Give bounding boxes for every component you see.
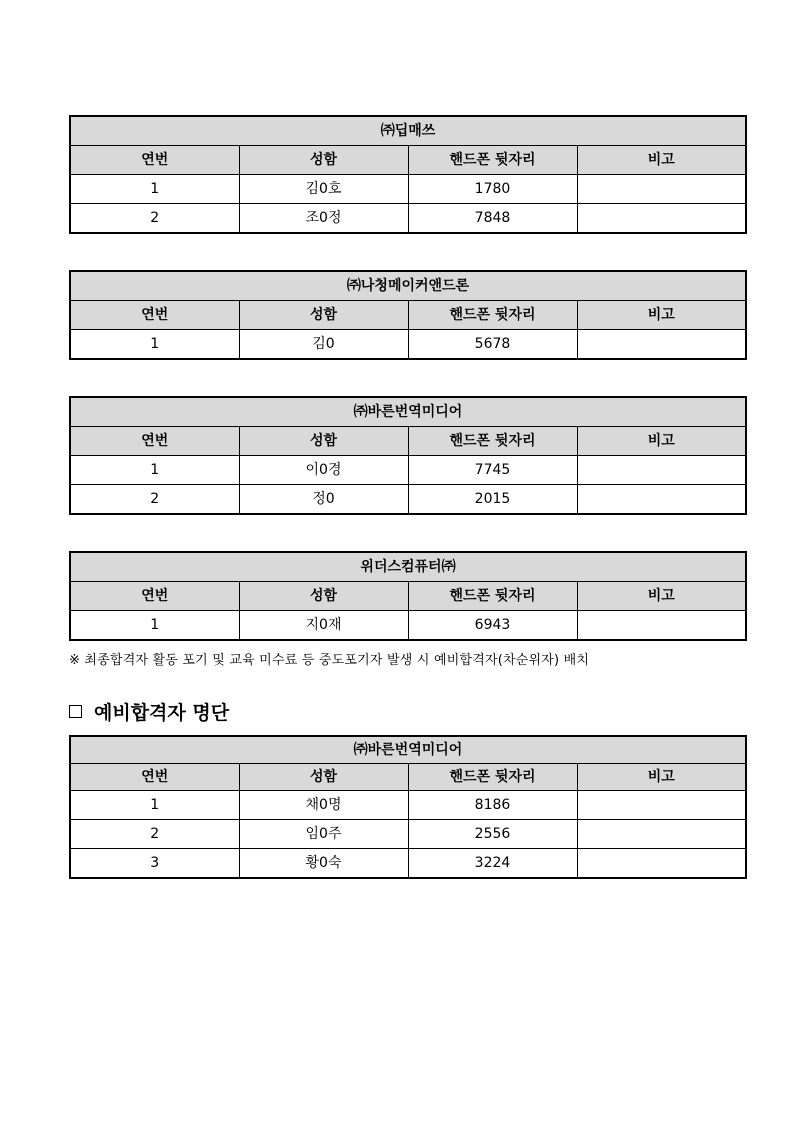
- table-row: [70, 485, 746, 515]
- cell-name: 채0명: [239, 791, 408, 820]
- cell-phone: 7848: [408, 204, 577, 234]
- reserve-title-text: 예비합격자 명단: [94, 702, 230, 724]
- dropout-note: ※ 최종합격자 활동 포기 및 교육 미수료 등 중도포기자 발생 시 예비합격자(차순위자) 배치: [69, 653, 590, 668]
- cell-phone: 8186: [408, 791, 577, 820]
- cell-phone: 2015: [408, 485, 577, 515]
- reserve-table: [69, 735, 747, 879]
- company-table-3: [69, 396, 747, 515]
- table-row: [70, 456, 746, 485]
- col-name: 성함: [239, 582, 408, 611]
- col-name: 성함: [239, 146, 408, 175]
- col-name: 성함: [239, 301, 408, 330]
- cell-remark: [577, 485, 746, 515]
- table-row: [70, 820, 746, 849]
- cell-name: 임0주: [239, 820, 408, 849]
- col-phone: 핸드폰 뒷자리: [408, 427, 577, 456]
- table-row: [70, 175, 746, 204]
- cell-no: 1: [70, 611, 239, 641]
- col-no: 연번: [70, 301, 239, 330]
- cell-no: 2: [70, 485, 239, 515]
- col-phone: 핸드폰 뒷자리: [408, 146, 577, 175]
- cell-remark: [577, 175, 746, 204]
- cell-no: 2: [70, 820, 239, 849]
- col-remark: 비고: [577, 146, 746, 175]
- col-phone: 핸드폰 뒷자리: [408, 582, 577, 611]
- table-row: [70, 791, 746, 820]
- company-name: ㈜나청메이커앤드론: [70, 271, 746, 301]
- cell-name: 지0재: [239, 611, 408, 641]
- company-table-4: [69, 551, 747, 641]
- company-table-1: [69, 115, 747, 234]
- table-row: [70, 204, 746, 234]
- col-no: 연번: [70, 146, 239, 175]
- table-row: [70, 611, 746, 641]
- cell-no: 1: [70, 456, 239, 485]
- cell-remark: [577, 204, 746, 234]
- col-remark: 비고: [577, 427, 746, 456]
- table-row: [70, 330, 746, 360]
- cell-phone: 6943: [408, 611, 577, 641]
- cell-name: 김0: [239, 330, 408, 360]
- col-remark: 비고: [577, 582, 746, 611]
- col-no: 연번: [70, 582, 239, 611]
- col-phone: 핸드폰 뒷자리: [408, 301, 577, 330]
- cell-phone: 5678: [408, 330, 577, 360]
- cell-no: 2: [70, 204, 239, 234]
- square-bullet-icon: [69, 705, 82, 718]
- col-no: 연번: [70, 427, 239, 456]
- cell-remark: [577, 820, 746, 849]
- cell-name: 조0정: [239, 204, 408, 234]
- cell-phone: 2556: [408, 820, 577, 849]
- col-remark: 비고: [577, 301, 746, 330]
- cell-remark: [577, 611, 746, 641]
- cell-phone: 7745: [408, 456, 577, 485]
- company-name: 위더스컴퓨터㈜: [70, 552, 746, 582]
- cell-no: 1: [70, 791, 239, 820]
- cell-phone: 1780: [408, 175, 577, 204]
- company-name: ㈜딥매쓰: [70, 116, 746, 146]
- cell-name: 김0호: [239, 175, 408, 204]
- col-no: 연번: [70, 764, 239, 791]
- company-name: ㈜바른번역미디어: [70, 397, 746, 427]
- reserve-section-title: [69, 698, 747, 725]
- col-name: 성함: [239, 764, 408, 791]
- cell-name: 황0숙: [239, 849, 408, 879]
- document-page: [69, 115, 747, 879]
- cell-remark: [577, 330, 746, 360]
- cell-remark: [577, 456, 746, 485]
- table-row: [70, 849, 746, 879]
- cell-remark: [577, 849, 746, 879]
- company-table-2: [69, 270, 747, 360]
- cell-no: 1: [70, 330, 239, 360]
- col-name: 성함: [239, 427, 408, 456]
- cell-no: 3: [70, 849, 239, 879]
- company-name: ㈜바른번역미디어: [70, 736, 746, 764]
- cell-name: 정0: [239, 485, 408, 515]
- cell-name: 이0경: [239, 456, 408, 485]
- cell-remark: [577, 791, 746, 820]
- col-phone: 핸드폰 뒷자리: [408, 764, 577, 791]
- cell-phone: 3224: [408, 849, 577, 879]
- col-remark: 비고: [577, 764, 746, 791]
- cell-no: 1: [70, 175, 239, 204]
